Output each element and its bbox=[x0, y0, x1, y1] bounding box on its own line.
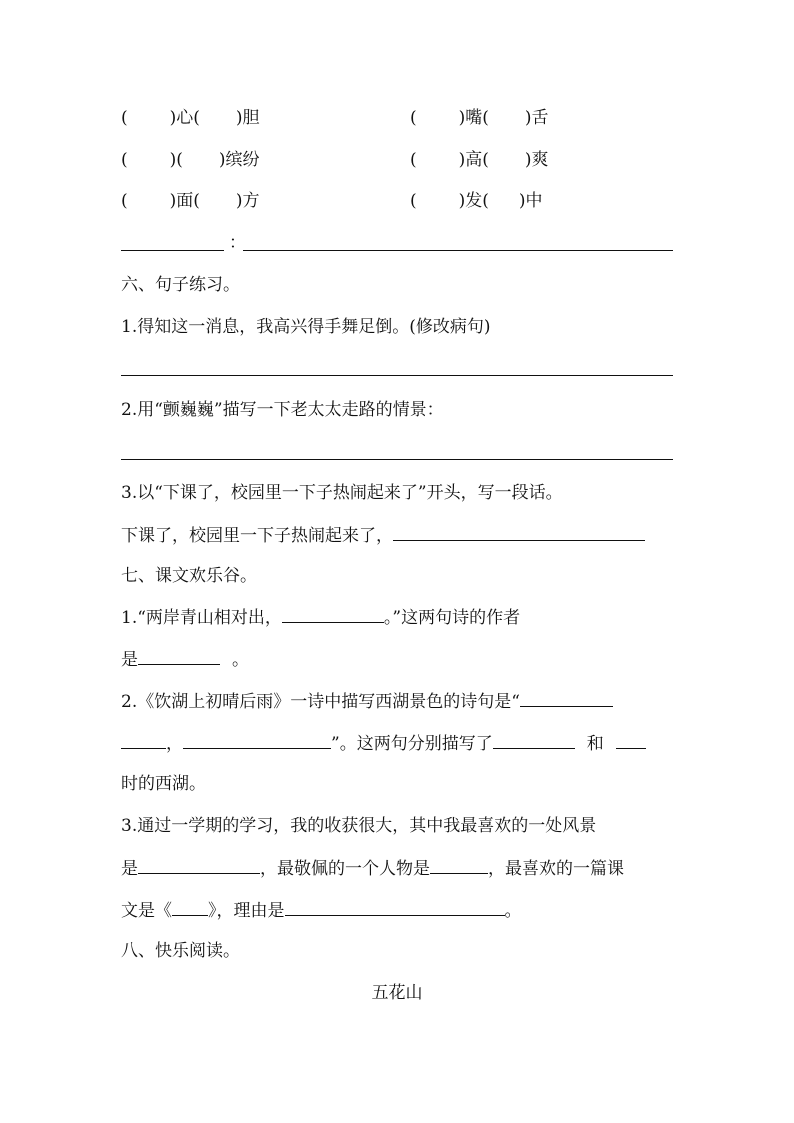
idiom-text: )( bbox=[169, 150, 183, 170]
question-text: 是 bbox=[121, 859, 138, 879]
idiom-text: ( bbox=[121, 108, 128, 128]
idiom-text: )胆 bbox=[235, 108, 260, 128]
idiom-text: )缤纷 bbox=[218, 150, 260, 170]
question-7-3: 3.通过一学期的学习，我的收获很大，其中我最喜欢的一处风景 bbox=[121, 816, 597, 836]
idiom-text: ( bbox=[121, 191, 128, 211]
question-7-1-cont bbox=[121, 648, 249, 671]
question-6-2: 2.用“颤巍巍”描写一下老太太走路的情景： bbox=[121, 400, 444, 420]
idiom-row-2-right bbox=[410, 149, 549, 171]
question-text: ”。这两句分别描写了 bbox=[331, 734, 493, 754]
idiom-row-3-right bbox=[410, 190, 543, 212]
idiom-text: ( bbox=[121, 150, 128, 170]
question-7-3-end bbox=[121, 899, 522, 922]
idiom-text: )面( bbox=[169, 191, 200, 211]
question-text: 2.《饮湖上初晴后雨》一诗中描写西湖景色的诗句是“ bbox=[121, 692, 520, 712]
answer-blank[interactable] bbox=[172, 899, 208, 916]
question-text: ，最喜欢的一篇课 bbox=[488, 859, 624, 879]
colon: ： bbox=[229, 233, 246, 253]
section-heading-8: 八、快乐阅读。 bbox=[121, 941, 240, 961]
reading-title: 五花山 bbox=[371, 983, 423, 1003]
answer-blank[interactable] bbox=[285, 899, 505, 916]
question-7-2 bbox=[121, 690, 613, 713]
question-text: 和 bbox=[586, 734, 604, 754]
question-6-3: 3.以“下课了，校园里一下子热闹起来了”开头，写一段话。 bbox=[121, 483, 563, 503]
question-7-2-cont bbox=[121, 732, 646, 755]
idiom-row-1-right bbox=[410, 107, 549, 129]
question-7-1 bbox=[121, 606, 520, 629]
question-text: 。”这两句诗的作者 bbox=[383, 608, 521, 628]
question-7-2-end: 时的西湖。 bbox=[121, 774, 206, 794]
idiom-text: )高( bbox=[458, 150, 489, 170]
question-6-1: 1.得知这一消息，我高兴得手舞足倒。(修改病句) bbox=[121, 317, 491, 337]
idiom-row-3-left bbox=[121, 190, 260, 212]
question-text: 文是《 bbox=[121, 901, 172, 921]
answer-line[interactable] bbox=[243, 250, 673, 251]
idiom-text: )舌 bbox=[524, 108, 549, 128]
answer-blank[interactable] bbox=[183, 732, 331, 749]
idiom-text: ( bbox=[410, 150, 417, 170]
answer-blank[interactable] bbox=[493, 732, 575, 749]
section-heading-7: 七、课文欢乐谷。 bbox=[121, 566, 257, 586]
idiom-text: ( bbox=[410, 191, 417, 211]
question-6-3-start bbox=[121, 524, 645, 547]
answer-blank[interactable] bbox=[430, 857, 488, 874]
answer-blank[interactable] bbox=[138, 857, 260, 874]
answer-blank[interactable] bbox=[520, 690, 613, 707]
answer-blank[interactable] bbox=[121, 250, 224, 251]
question-text: ，最敬佩的一个人物是 bbox=[260, 859, 430, 879]
question-7-3-cont bbox=[121, 857, 624, 880]
answer-blank[interactable] bbox=[282, 606, 384, 623]
answer-line[interactable] bbox=[121, 375, 673, 376]
idiom-row-1-left bbox=[121, 107, 260, 129]
idiom-text: )方 bbox=[235, 191, 260, 211]
question-text: ， bbox=[166, 734, 183, 754]
question-text: 。 bbox=[504, 901, 522, 921]
idiom-row-2-left bbox=[121, 149, 260, 171]
answer-blank[interactable] bbox=[121, 732, 166, 749]
sentence-start: 下课了，校园里一下子热闹起来了， bbox=[121, 526, 393, 546]
idiom-text: )发( bbox=[458, 191, 489, 211]
question-text: 1.“两岸青山相对出， bbox=[121, 608, 282, 628]
question-text: 》，理由是 bbox=[208, 901, 285, 921]
answer-blank[interactable] bbox=[616, 732, 646, 749]
idiom-text: )中 bbox=[518, 191, 543, 211]
question-text: 。 bbox=[232, 650, 249, 670]
section-heading-6: 六、句子练习。 bbox=[121, 275, 240, 295]
idiom-text: ( bbox=[410, 108, 417, 128]
answer-blank[interactable] bbox=[138, 648, 220, 665]
idiom-text: )爽 bbox=[524, 150, 549, 170]
idiom-text: )心( bbox=[169, 108, 200, 128]
question-text: 是 bbox=[121, 650, 138, 670]
idiom-text: )嘴( bbox=[458, 108, 489, 128]
answer-blank[interactable] bbox=[393, 524, 645, 541]
answer-line[interactable] bbox=[121, 459, 673, 460]
